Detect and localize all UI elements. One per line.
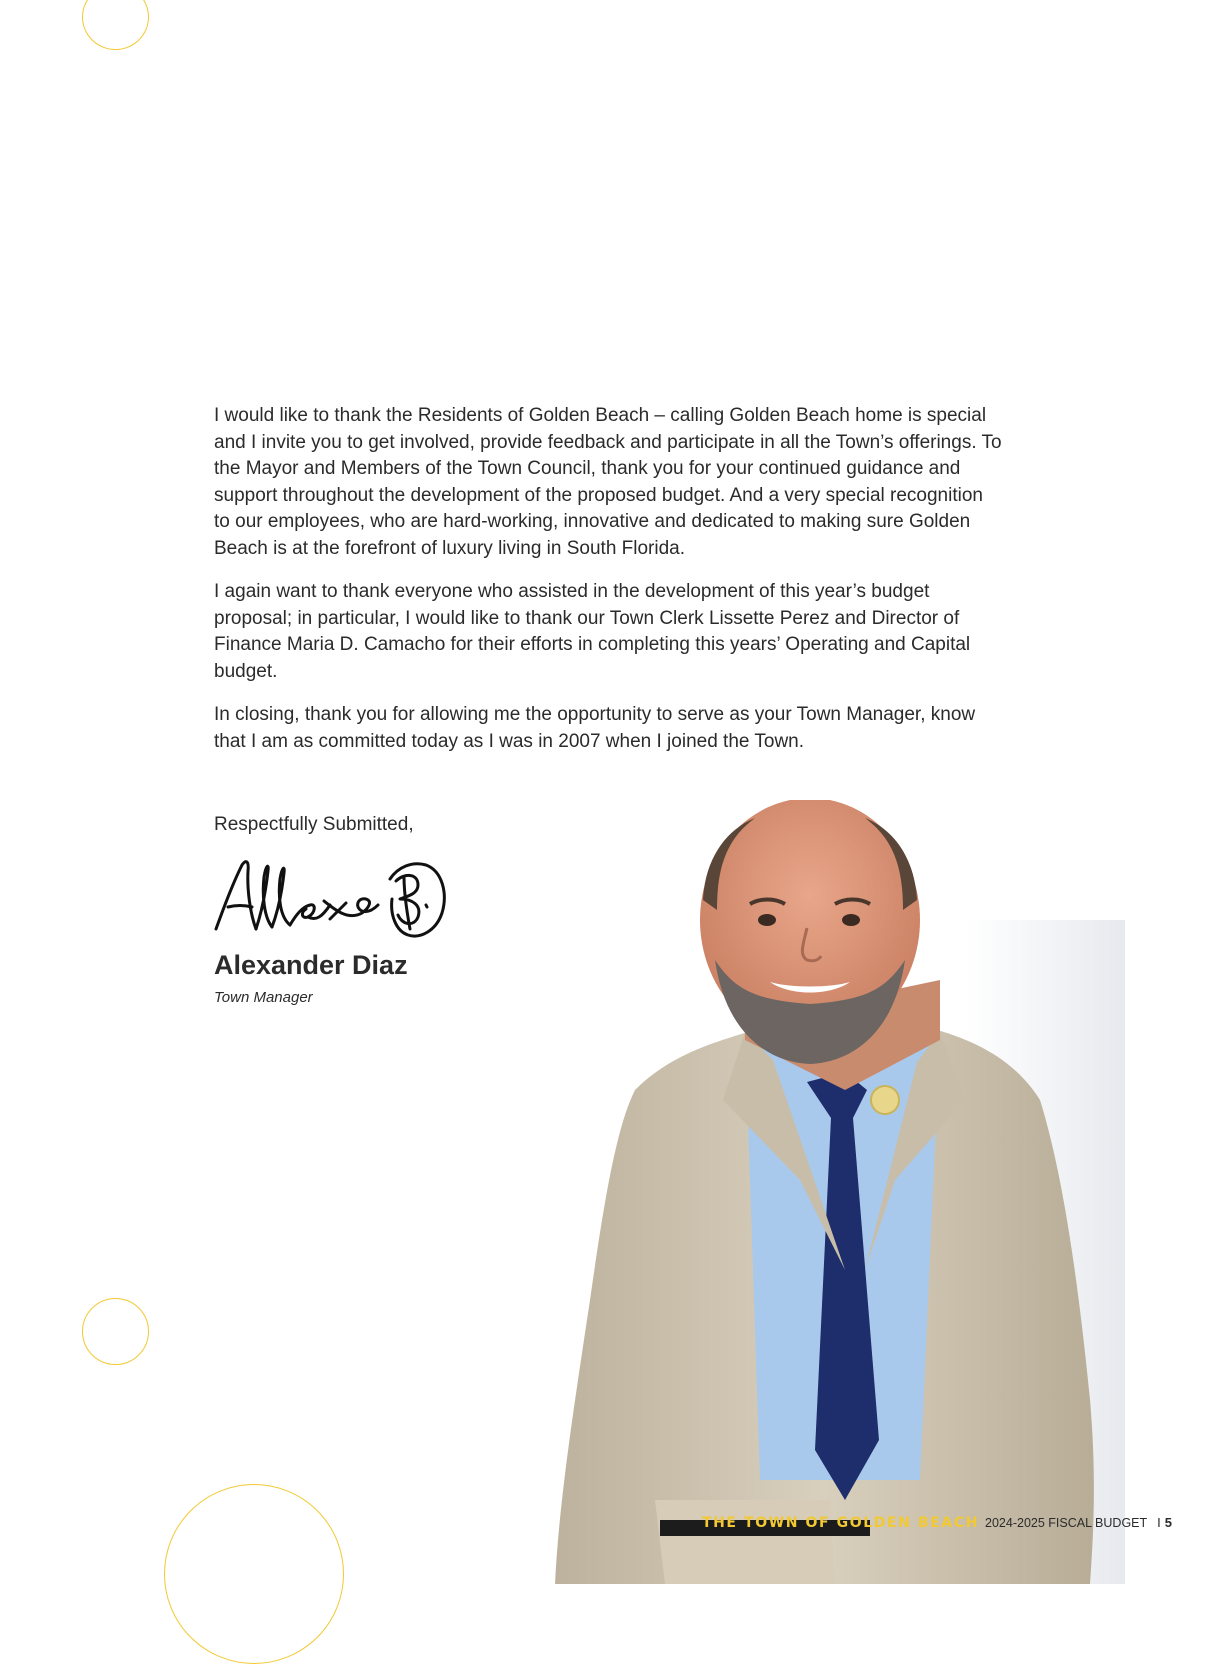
- signer-title: Town Manager: [214, 989, 313, 1006]
- handwritten-signature: [212, 855, 448, 945]
- signer-name: Alexander Diaz: [214, 950, 408, 980]
- footer-budget-label: 2024-2025 FISCAL BUDGET: [985, 1516, 1148, 1530]
- page-number: 5: [1164, 1515, 1172, 1530]
- signoff: Respectfully Submitted,: [214, 814, 414, 835]
- page-footer: [702, 1515, 1172, 1531]
- decorative-circle-top: [82, 0, 149, 50]
- footer-town-name: THE TOWN OF GOLDEN BEACH: [701, 1515, 980, 1531]
- letter-paragraph-3: In closing, thank you for allowing me the opportunity to serve as your Town Manager, know that I am as committed today as I was in 2007 when I joined the Town.: [214, 704, 976, 752]
- letter-body: [214, 403, 1004, 772]
- footer-separator: I: [1157, 1515, 1161, 1530]
- letter-paragraph-2: I again want to thank everyone who assisted in the development of this year’s budget proposal; in particular, I would like to thank our Town Clerk Lissette Perez and Director of Finance Maria D. Camacho for their efforts in completing this years’ Operating and Capital budget.: [214, 581, 971, 682]
- town-manager-portrait: [545, 800, 1148, 1584]
- decorative-circle-middle: [82, 1298, 149, 1365]
- letter-paragraph-1: I would like to thank the Residents of Golden Beach – calling Golden Beach home is special and I invite you to get involved, provide feedback and participate in all the Town’s offerings. To the Mayor and Members of the Town Council, thank you for your continued guidance and support throughout the development of the proposed budget. And a very special recognition to our employees, who are hard-working, innovative and dedicated to making sure Golden Beach is at the forefront of luxury living in South Florida.: [214, 405, 1002, 559]
- decorative-circle-bottom: [164, 1484, 344, 1664]
